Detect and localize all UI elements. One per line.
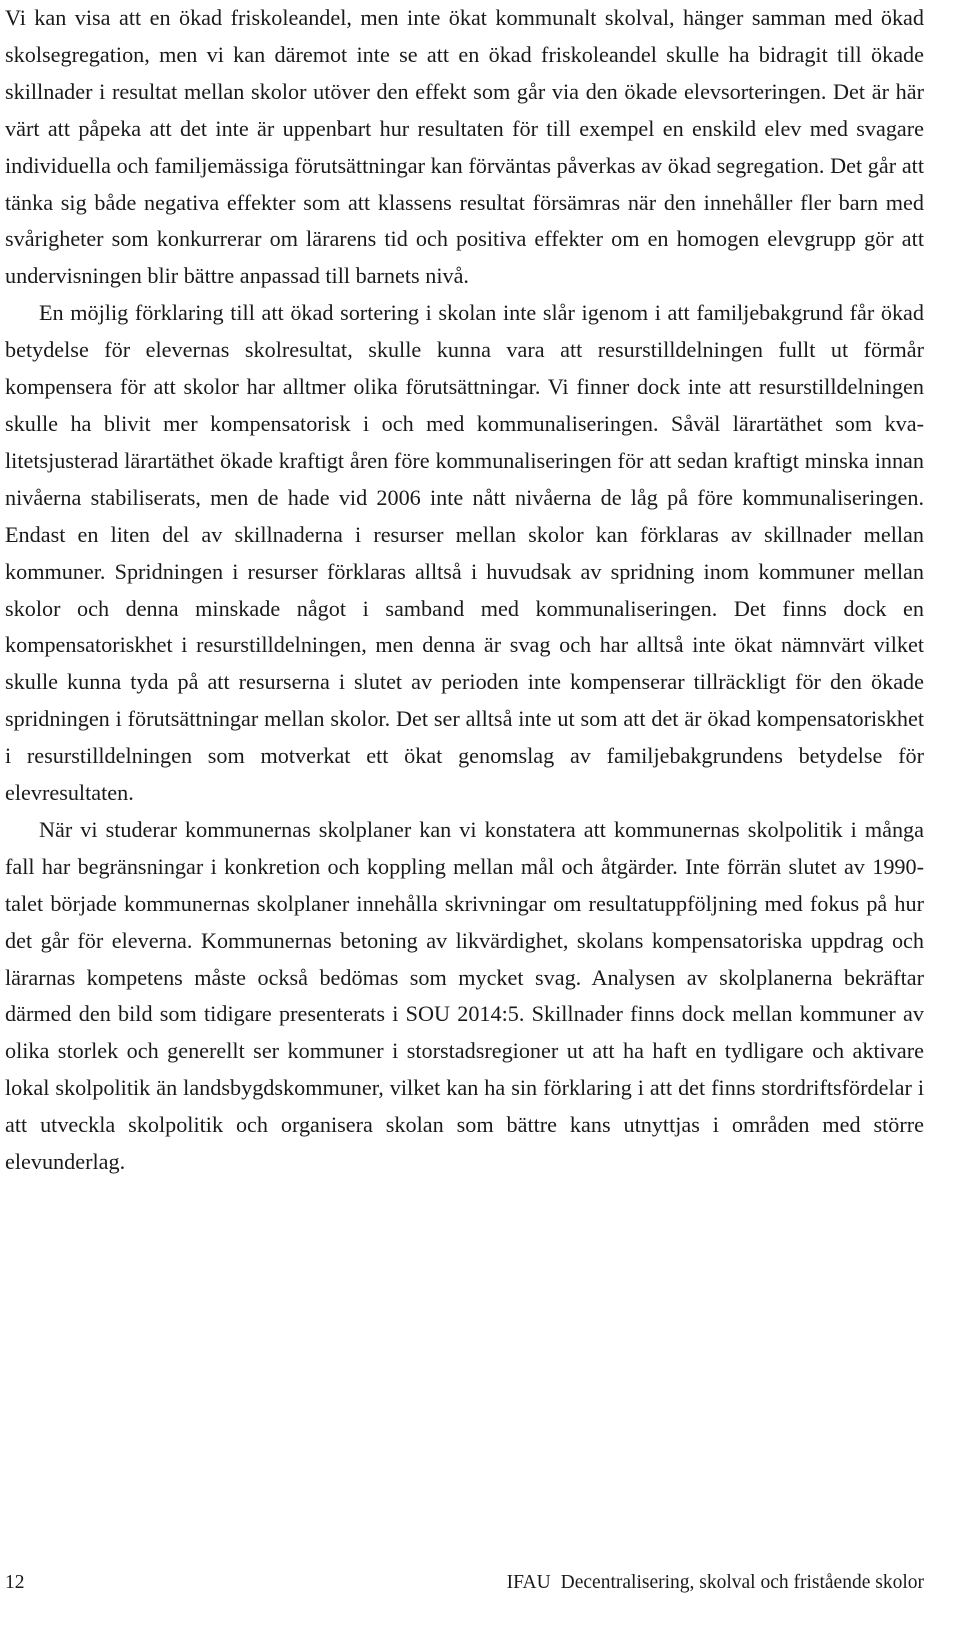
body-paragraph-1: Vi kan visa att en ökad friskoleandel, men inte ökat kommunalt skolval, hänger samman med ökad skolsegregation, men vi kan däremot inte se att en ökad friskoleandel skulle ha bidragit till ökade skillnader i resultat mellan skolor utöver den effekt som går via den ökade elevsorteringen. Det är här värt att påpeka att det inte är uppenbart hur resultaten för till exempel en enskild elev med svagare individuella och familjemässiga förutsättningar kan förväntas påverkas av ökad segregation. Det går att tänka sig både negativa effekter som att klassens resultat försämras när den innehåller fler barn med svårigheter som konkurrerar om lärarens tid och positiva effekter om en homogen elevgrupp gör att undervisningen blir bättre anpassad till barnets nivå.	[5, 5, 924, 289]
body-paragraph-2: En möjlig förklaring till att ökad sortering i skolan inte slår igenom i att familjebakgrund får ökad betydelse för elevernas skolresultat, skulle kunna vara att resurstilldelningen fullt ut förmår kompensera för att skolor har alltmer olika förutsättningar. Vi finner dock inte att resurstilldelningen skulle ha blivit mer kompensatorisk i och med kommunaliseringen. Såväl lärartäthet som kvalitetsjusterad lärartäthet ökade kraftigt åren före kommunaliseringen för att sedan kraftigt minska innan nivåerna stabiliserats, men de hade vid 2006 inte nått nivåerna de låg på före kommunaliseringen. Endast en liten del av skillnaderna i resurser mellan skolor kan förklaras av skillnader mellan kommuner. Spridningen i resurser förklaras alltså i huvudsak av spridning inom kommuner mellan skolor och denna minskade något i samband med kommunaliseringen. Det finns dock en kompensatoriskhet i resurstilldelningen, men denna är svag och har alltså inte ökat nämnvärt vilket skulle kunna tyda på att resurserna i slutet av perioden inte kompenserar tillräckligt för den ökade spridningen i förutsättningar mellan skolor. Det ser alltså inte ut som att det är ökad kompensatoriskhet i resurstilldelningen som motverkat ett ökat genomslag av familjebakgrundens betydelse för elevresultaten.	[5, 300, 924, 806]
publisher-name: IFAU	[506, 1572, 551, 1593]
running-title	[507, 1568, 924, 1598]
page-body	[5, 0, 924, 1181]
page-footer	[5, 1568, 924, 1598]
page-number: 12	[5, 1572, 25, 1593]
report-title: Decentralisering, skolval och fristående skolor	[560, 1572, 924, 1593]
body-paragraph-3: När vi studerar kommunernas skolplaner kan vi konstatera att kommunernas skolpolitik i många fall har begränsningar i konkretion och koppling mellan mål och åtgärder. Inte förrän slutet av 1990-talet började kommunernas skolplaner innehålla skrivningar om resultatuppföljning med fokus på hur det går för eleverna. Kommunernas betoning av likvärdighet, skolans kompensatoriska uppdrag och lärarnas kompetens måste också bedömas som mycket svag. Analysen av skolplanerna bekräftar därmed den bild som tidigare presenterats i SOU 2014:5. Skillnader finns dock mellan kommuner av olika storlek och generellt ser kommuner i storstadsregioner ut att ha haft en tydligare och aktivare lokal skolpolitik än landsbygdskommuner, vilket kan ha sin förklaring i att det finns stordriftsfördelar i att utveckla skolpolitik och organisera skolan som bättre kans utnyttjas i områden med större elevunderlag.	[5, 816, 924, 1175]
